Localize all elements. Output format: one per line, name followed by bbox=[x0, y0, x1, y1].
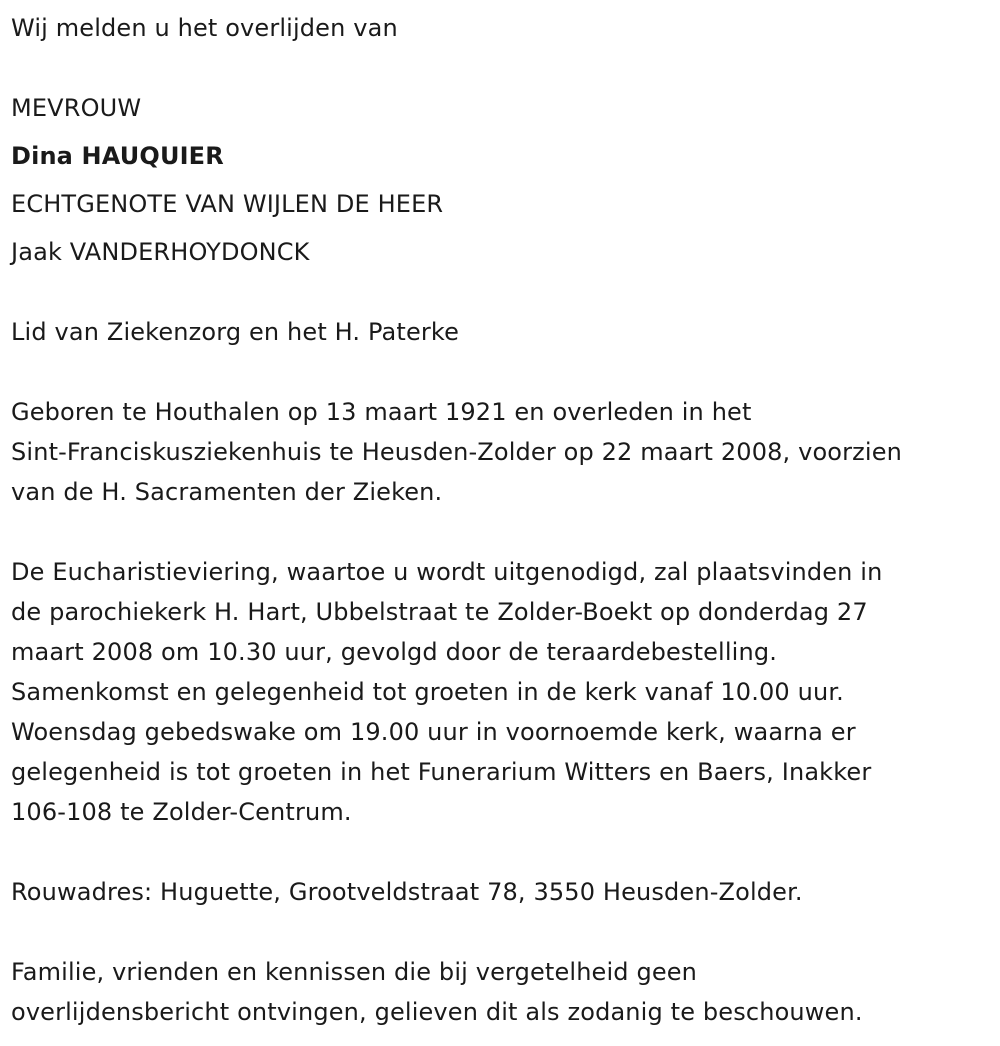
paragraph-line: Woensdag gebedswake om 19.00 uur in voornoemde kerk, waarna er bbox=[11, 718, 856, 746]
membership-text: Lid van Ziekenzorg en het H. Paterke bbox=[11, 318, 459, 346]
spouse-name: Jaak VANDERHOYDONCK bbox=[11, 238, 310, 266]
paragraph-line: de parochiekerk H. Hart, Ubbelstraat te Zolder-Boekt op donderdag 27 bbox=[11, 598, 868, 626]
person-name: Dina HAUQUIER bbox=[11, 142, 224, 170]
spacer bbox=[11, 912, 986, 952]
person-title: MEVROUW bbox=[11, 94, 142, 122]
paragraph-line: maart 2008 om 10.30 uur, gevolgd door de teraardebestelling. bbox=[11, 638, 778, 666]
ceremony-paragraph bbox=[11, 552, 986, 832]
paragraph-line: De Eucharistieviering, waartoe u wordt uitgenodigd, zal plaatsvinden in bbox=[11, 558, 883, 586]
paragraph-line: Familie, vrienden en kennissen die bij vergetelheid geen bbox=[11, 958, 698, 986]
paragraph-line: 106-108 te Zolder-Centrum. bbox=[11, 798, 352, 826]
spacer bbox=[11, 272, 986, 312]
paragraph-line: Sint-Franciskusziekenhuis te Heusden-Zolder op 22 maart 2008, voorzien bbox=[11, 438, 902, 466]
spacer bbox=[11, 352, 986, 392]
paragraph-line: Samenkomst en gelegenheid tot groeten in de kerk vanaf 10.00 uur. bbox=[11, 678, 844, 706]
paragraph-line: van de H. Sacramenten der Zieken. bbox=[11, 478, 443, 506]
paragraph-line: overlijdensbericht ontvingen, gelieven dit als zodanig te beschouwen. bbox=[11, 998, 863, 1026]
birth-death-paragraph bbox=[11, 392, 986, 512]
mourning-address: Rouwadres: Huguette, Grootveldstraat 78, 3550 Heusden-Zolder. bbox=[11, 878, 803, 906]
person-relation: ECHTGENOTE VAN WIJLEN DE HEER bbox=[11, 190, 444, 218]
spacer bbox=[11, 48, 986, 88]
paragraph-line: Geboren te Houthalen op 13 maart 1921 en overleden in het bbox=[11, 398, 752, 426]
spacer bbox=[11, 832, 986, 872]
paragraph-line: gelegenheid is tot groeten in het Funerarium Witters en Baers, Inakker bbox=[11, 758, 872, 786]
spacer bbox=[11, 512, 986, 552]
person-block bbox=[11, 88, 986, 272]
intro-text: Wij melden u het overlijden van bbox=[11, 14, 398, 42]
obituary-notice bbox=[11, 8, 986, 1032]
closing-paragraph bbox=[11, 952, 986, 1032]
